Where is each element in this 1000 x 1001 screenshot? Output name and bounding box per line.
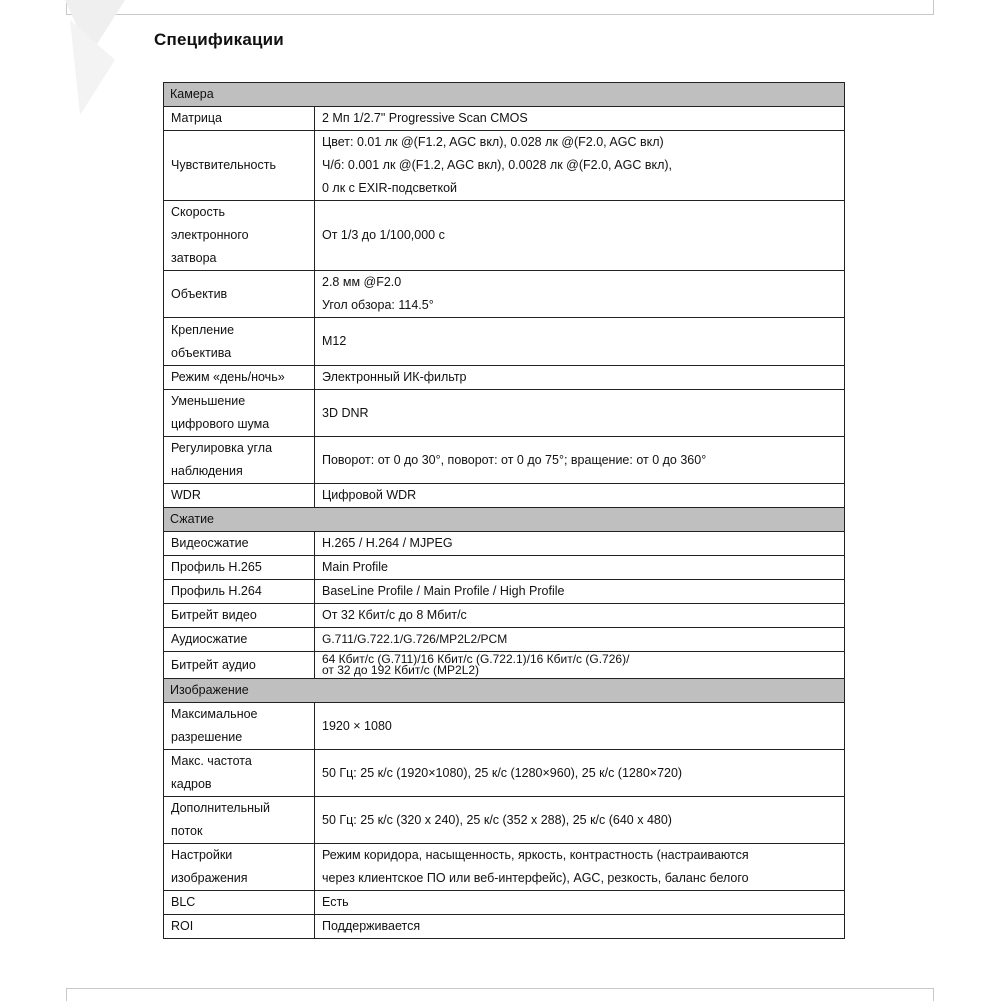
spec-label-cell xyxy=(164,366,315,390)
spec-label: BLC xyxy=(171,895,196,909)
section-header-row xyxy=(164,83,845,107)
spec-label: Профиль H.265 xyxy=(171,560,262,574)
spec-value: BaseLine Profile / Main Profile / High Profile xyxy=(322,584,565,598)
spec-label-cell xyxy=(164,580,315,604)
spec-value-cell xyxy=(315,484,845,508)
spec-row xyxy=(164,437,845,484)
spec-value-cell xyxy=(315,131,845,201)
spec-label: Видеосжатие xyxy=(171,536,249,550)
spec-value-cell xyxy=(315,604,845,628)
spec-row xyxy=(164,652,845,679)
spec-value-cell xyxy=(315,652,845,679)
spec-row xyxy=(164,366,845,390)
spec-label-cell xyxy=(164,703,315,750)
spec-value: 2 Мп 1/2.7" Progressive Scan CMOS xyxy=(322,111,528,125)
spec-value-cell xyxy=(315,556,845,580)
spec-value: от 32 до 192 Кбит/с (MP2L2) xyxy=(322,663,480,677)
spec-value-cell xyxy=(315,318,845,366)
spec-label-cell xyxy=(164,437,315,484)
section-title: Сжатие xyxy=(164,508,845,532)
spec-value: 50 Гц: 25 к/с (320 x 240), 25 к/с (352 x 288), 25 к/с (640 x 480) xyxy=(322,812,672,827)
spec-label: Крепление xyxy=(171,322,235,337)
spec-value-cell xyxy=(315,750,845,797)
watermark-logo-icon xyxy=(60,0,130,120)
spec-label: Настройки xyxy=(171,848,233,862)
spec-label-cell xyxy=(164,891,315,915)
spec-label-cell xyxy=(164,532,315,556)
spec-value-cell xyxy=(315,703,845,750)
spec-label: Профиль H.264 xyxy=(171,584,262,598)
spec-label-cell xyxy=(164,271,315,318)
section-title: Камера xyxy=(164,83,845,107)
spec-label: объектива xyxy=(171,345,232,360)
spec-row xyxy=(164,703,845,750)
spec-row xyxy=(164,797,845,844)
spec-row xyxy=(164,532,845,556)
spec-value: Режим коридора, насыщенность, яркость, контрастность (настраиваются xyxy=(322,848,749,862)
spec-label-cell xyxy=(164,750,315,797)
spec-label: Битрейт видео xyxy=(171,608,257,622)
spec-value: 1920 × 1080 xyxy=(322,718,392,733)
spec-value: 64 Кбит/с (G.711)/16 Кбит/с (G.722.1)/16 Кбит/с (G.726)/ xyxy=(322,652,630,666)
spec-label-cell xyxy=(164,797,315,844)
spec-label-cell xyxy=(164,318,315,366)
spec-value: 2.8 мм @F2.0 xyxy=(322,275,402,289)
spec-label: ROI xyxy=(171,919,194,933)
spec-row xyxy=(164,891,845,915)
spec-row xyxy=(164,131,845,201)
spec-label-cell xyxy=(164,131,315,201)
spec-label: Уменьшение xyxy=(171,394,246,408)
spec-label: поток xyxy=(171,824,203,838)
spec-table xyxy=(163,82,845,939)
spec-label: Максимальное xyxy=(171,707,258,721)
spec-label: кадров xyxy=(171,777,212,791)
spec-value: 3D DNR xyxy=(322,405,369,420)
page-title: Спецификации xyxy=(154,30,284,49)
spec-label: разрешение xyxy=(171,730,243,744)
spec-value: H.265 / H.264 / MJPEG xyxy=(322,536,453,550)
spec-value-cell xyxy=(315,271,845,318)
spec-row xyxy=(164,750,845,797)
spec-label: электронного xyxy=(171,228,249,242)
spec-value: Поддерживается xyxy=(322,919,421,933)
spec-value: 0 лк с EXIR-подсветкой xyxy=(322,181,458,195)
spec-value-cell xyxy=(315,915,845,939)
spec-row xyxy=(164,107,845,131)
section-title: Изображение xyxy=(164,679,845,703)
spec-row xyxy=(164,484,845,508)
spec-label: Режим «день/ночь» xyxy=(171,370,285,384)
spec-row xyxy=(164,580,845,604)
spec-value: Угол обзора: 114.5° xyxy=(322,298,434,312)
spec-value-cell xyxy=(315,532,845,556)
spec-label: наблюдения xyxy=(171,464,243,478)
spec-label: Объектив xyxy=(171,286,228,301)
spec-row xyxy=(164,844,845,891)
spec-row xyxy=(164,915,845,939)
spec-value: Main Profile xyxy=(322,560,388,574)
spec-value: G.711/G.722.1/G.726/MP2L2/PCM xyxy=(322,632,508,646)
spec-value: От 32 Кбит/с до 8 Мбит/с xyxy=(322,608,467,622)
spec-label: цифрового шума xyxy=(171,417,270,431)
spec-label: Битрейт аудио xyxy=(171,657,256,672)
spec-label: Макс. частота xyxy=(171,754,252,768)
spec-value-cell xyxy=(315,580,845,604)
spec-label-cell xyxy=(164,844,315,891)
spec-label: WDR xyxy=(171,488,201,502)
spec-value: Цифровой WDR xyxy=(322,488,417,502)
spec-value-cell xyxy=(315,797,845,844)
spec-value-cell xyxy=(315,390,845,437)
spec-label-cell xyxy=(164,390,315,437)
spec-label: Матрица xyxy=(171,111,223,125)
spec-value-cell xyxy=(315,201,845,271)
spec-label-cell xyxy=(164,628,315,652)
spec-row xyxy=(164,271,845,318)
spec-value: Есть xyxy=(322,895,349,909)
spec-label: изображения xyxy=(171,871,248,885)
spec-label: Чувствительность xyxy=(171,158,276,172)
spec-value: Цвет: 0.01 лк @(F1.2, AGC вкл), 0.028 лк @(F2.0, AGC вкл) xyxy=(322,135,664,149)
spec-value: M12 xyxy=(322,334,347,348)
page-edge-bottom xyxy=(66,988,934,1001)
spec-label-cell xyxy=(164,604,315,628)
spec-label: Скорость xyxy=(171,205,225,219)
spec-value: Поворот: от 0 до 30°, поворот: от 0 до 75°; вращение: от 0 до 360° xyxy=(322,452,707,467)
spec-label-cell xyxy=(164,556,315,580)
page-edge-top xyxy=(66,0,934,15)
spec-label: Регулировка угла xyxy=(171,441,273,455)
spec-value-cell xyxy=(315,628,845,652)
spec-value-cell xyxy=(315,366,845,390)
spec-value: 50 Гц: 25 к/с (1920×1080), 25 к/с (1280×960), 25 к/с (1280×720) xyxy=(322,765,683,780)
spec-value-cell xyxy=(315,844,845,891)
spec-row xyxy=(164,604,845,628)
spec-value: От 1/3 до 1/100,000 с xyxy=(322,228,445,242)
spec-row xyxy=(164,318,845,366)
spec-label-cell xyxy=(164,201,315,271)
spec-row xyxy=(164,556,845,580)
spec-label: Аудиосжатие xyxy=(171,632,248,646)
spec-row xyxy=(164,201,845,271)
spec-value: Ч/б: 0.001 лк @(F1.2, AGC вкл), 0.0028 лк @(F2.0, AGC вкл), xyxy=(322,158,673,172)
spec-label: затвора xyxy=(171,251,217,265)
spec-label-cell xyxy=(164,484,315,508)
spec-label: Дополнительный xyxy=(171,801,270,815)
spec-value-cell xyxy=(315,891,845,915)
spec-value: через клиентское ПО или веб-интерфейс), AGC, резкость, баланс белого xyxy=(322,871,749,885)
spec-row xyxy=(164,628,845,652)
section-header-row xyxy=(164,679,845,703)
spec-label-cell xyxy=(164,652,315,679)
spec-value-cell xyxy=(315,107,845,131)
spec-row xyxy=(164,390,845,437)
spec-label-cell xyxy=(164,915,315,939)
spec-value: Электронный ИК-фильтр xyxy=(322,370,467,384)
spec-label-cell xyxy=(164,107,315,131)
spec-value-cell xyxy=(315,437,845,484)
section-header-row xyxy=(164,508,845,532)
